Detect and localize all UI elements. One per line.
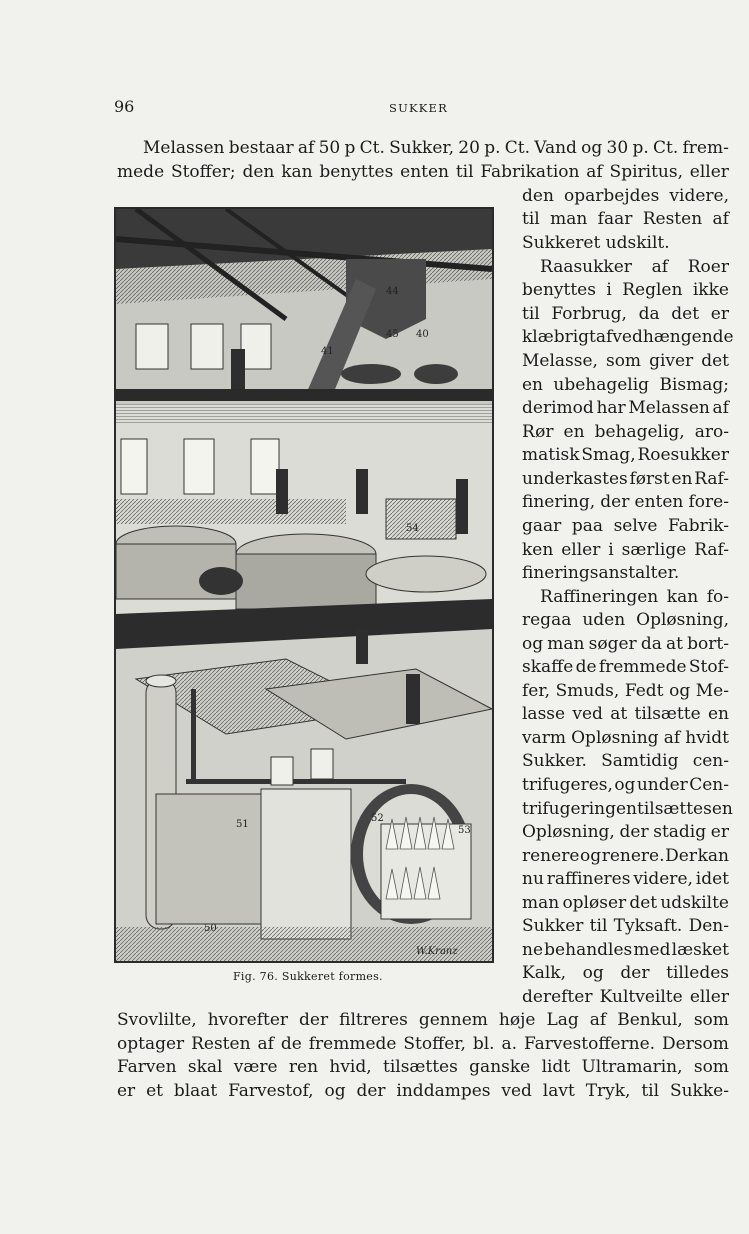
text-line-13: Rør en behagelig, aro-: [522, 422, 729, 442]
text-line-18: ken eller i særlige Raf-: [522, 540, 729, 560]
label-52: 52: [371, 813, 384, 824]
text-line-40: Farven skal være ren hvid, tilsættes ganske lidt Ultramarin, som: [117, 1057, 729, 1077]
text-line-29: trifugeringen tilsættes en: [522, 799, 733, 819]
text-line-34: Sukker til Tyksaft. Den-: [522, 916, 729, 936]
running-head: SUKKER: [389, 101, 449, 115]
text-line-11: en ubehagelig Bismag;: [522, 375, 729, 395]
text-line-24: fer, Smuds, Fedt og Me-: [522, 681, 729, 701]
text-line-20: Raffineringen kan fo-: [540, 587, 729, 607]
text-line-3: den oparbejdes videre,: [522, 186, 729, 206]
text-line-25: lasse ved at tilsætte en: [522, 704, 729, 724]
figure-caption: Fig. 76. Sukkeret formes.: [233, 970, 383, 983]
text-line-19: fineringsanstalter.: [522, 563, 680, 583]
page-number: 96: [114, 97, 135, 116]
text-line-16: finering, der enten fore-: [522, 492, 729, 512]
text-line-2: mede Stoffer; den kan benyttes enten til Fabrikation af Spiritus, eller: [117, 162, 729, 182]
text-line-7: benyttes i Reglen ikke: [522, 280, 729, 300]
text-line-28: trifugeres, og under Cen-: [522, 775, 729, 795]
sugar-factory-engraving: [114, 207, 494, 963]
label-44-top: 44: [386, 286, 399, 297]
text-line-14: matisk Smag, Roesukker: [522, 445, 729, 465]
text-line-27: Sukker. Samtidig cen-: [522, 751, 729, 771]
label-40: 40: [416, 329, 429, 340]
engraving-art: [116, 209, 492, 961]
text-line-17: gaar paa selve Fabrik-: [522, 516, 729, 536]
text-line-26: varm Opløsning af hvidt: [522, 728, 729, 748]
text-line-1: Melassen bestaar af 50 p Ct. Sukker, 20 p. Ct. Vand og 30 p. Ct. frem-: [143, 138, 729, 158]
text-line-5: Sukkeret udskilt.: [522, 233, 670, 253]
text-line-10: Melasse, som giver det: [522, 351, 729, 371]
text-line-32: nu raffineres videre, idet: [522, 869, 729, 889]
label-51: 51: [236, 819, 249, 830]
text-line-41: er et blaat Farvestof, og der inddampes ved lavt Tryk, til Sukke-: [117, 1081, 729, 1101]
label-45: 45: [386, 329, 399, 340]
text-line-23: skaffe de fremmede Stof-: [522, 657, 729, 677]
text-line-22: og man søger da at bort-: [522, 634, 729, 654]
text-line-33: man opløser det udskilte: [522, 893, 729, 913]
label-50: 50: [204, 923, 217, 934]
text-line-39: optager Resten af de fremmede Stoffer, bl. a. Farvestofferne. Dersom: [117, 1034, 729, 1054]
text-line-36: Kalk, og der tilledes: [522, 963, 729, 983]
artist-signature: W.Kranz: [416, 946, 458, 957]
label-53: 53: [458, 825, 471, 836]
text-line-21: regaa uden Opløsning,: [522, 610, 729, 630]
text-line-6: Raasukker af Roer: [540, 257, 729, 277]
text-line-38: Svovlilte, hvorefter der filtreres gennem høje Lag af Benkul, som: [117, 1010, 729, 1030]
label-41: 41: [321, 346, 334, 357]
label-54: 54: [406, 523, 419, 534]
text-line-31: renere og renere. Der kan: [522, 846, 729, 866]
text-line-9: klæbrigt af vedhængende: [522, 327, 734, 347]
text-line-35: ne behandles med læsket: [522, 940, 729, 960]
text-line-37: derefter Kultveilte eller: [522, 987, 729, 1007]
text-line-8: til Forbrug, da det er: [522, 304, 729, 324]
text-line-4: til man faar Resten af: [522, 209, 729, 229]
text-line-12: derimod har Melassen af: [522, 398, 729, 418]
text-line-30: Opløsning, der stadig er: [522, 822, 729, 842]
text-line-15: underkastes først en Raf-: [522, 469, 729, 489]
